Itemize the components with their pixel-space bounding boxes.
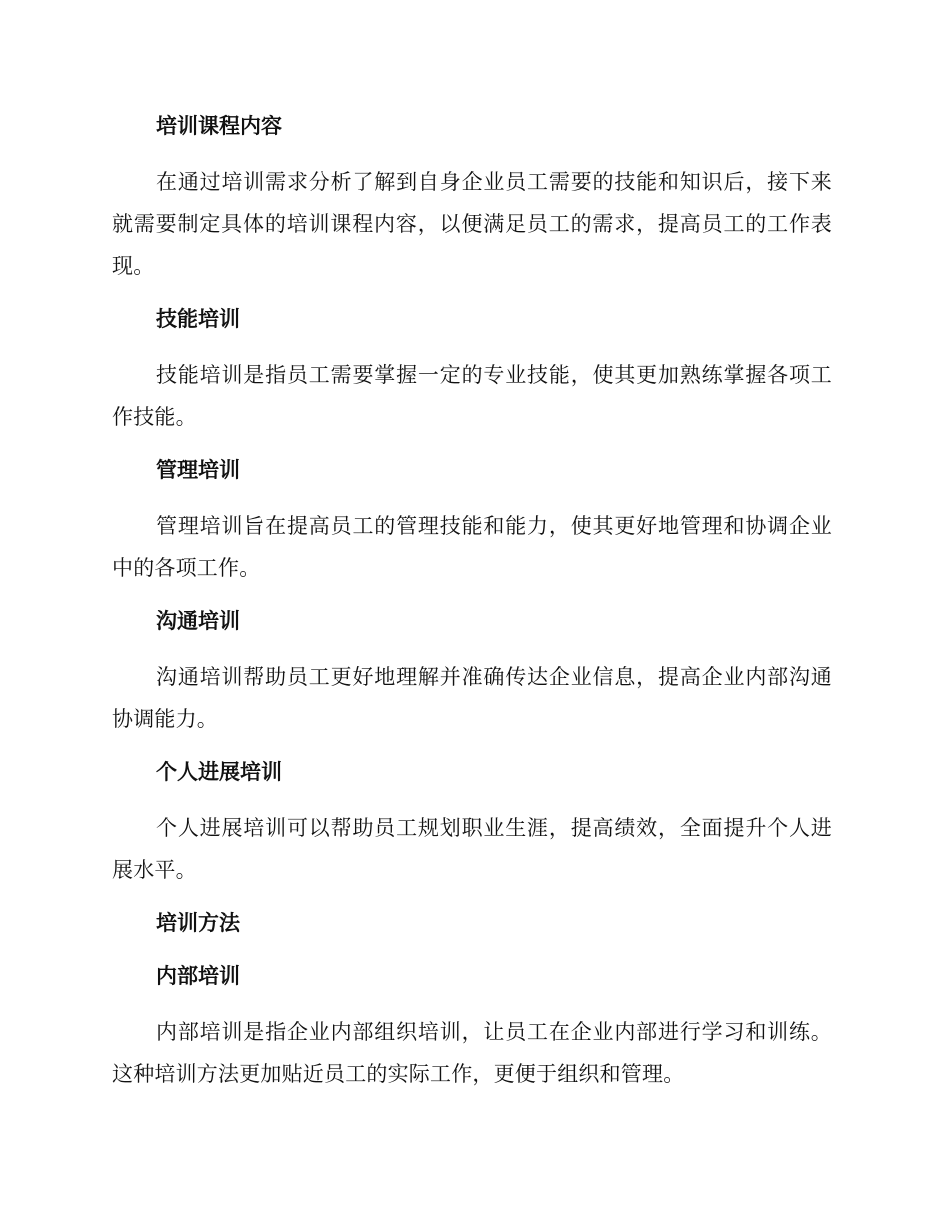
paragraph-management-training: 管理培训旨在提高员工的管理技能和能力，使其更好地管理和协调企业中的各项工作。 — [112, 514, 832, 580]
paragraph-internal-training: 内部培训是指企业内部组织培训，让员工在企业内部进行学习和训练。这种培训方法更加贴近员工的实际工作，更便于组织和管理。 — [112, 1020, 832, 1086]
document-page — [112, 108, 832, 1109]
paragraph-course-intro: 在通过培训需求分析了解到自身企业员工需要的技能和知识后，接下来就需要制定具体的培训课程内容，以便满足员工的需求，提高员工的工作表现。 — [112, 170, 832, 278]
heading-management-training: 管理培训 — [156, 458, 240, 482]
heading-communication-training: 沟通培训 — [156, 609, 240, 633]
paragraph-skills-training: 技能培训是指员工需要掌握一定的专业技能，使其更加熟练掌握各项工作技能。 — [112, 363, 832, 429]
paragraph-personal-development-training: 个人进展培训可以帮助员工规划职业生涯，提高绩效，全面提升个人进展水平。 — [112, 816, 832, 882]
heading-personal-development-training: 个人进展培训 — [156, 760, 282, 784]
heading-internal-training: 内部培训 — [156, 964, 240, 988]
paragraph-communication-training: 沟通培训帮助员工更好地理解并准确传达企业信息，提高企业内部沟通协调能力。 — [112, 665, 832, 731]
heading-training-course-content: 培训课程内容 — [156, 114, 282, 138]
heading-training-methods: 培训方法 — [156, 911, 240, 935]
heading-skills-training: 技能培训 — [156, 307, 240, 331]
